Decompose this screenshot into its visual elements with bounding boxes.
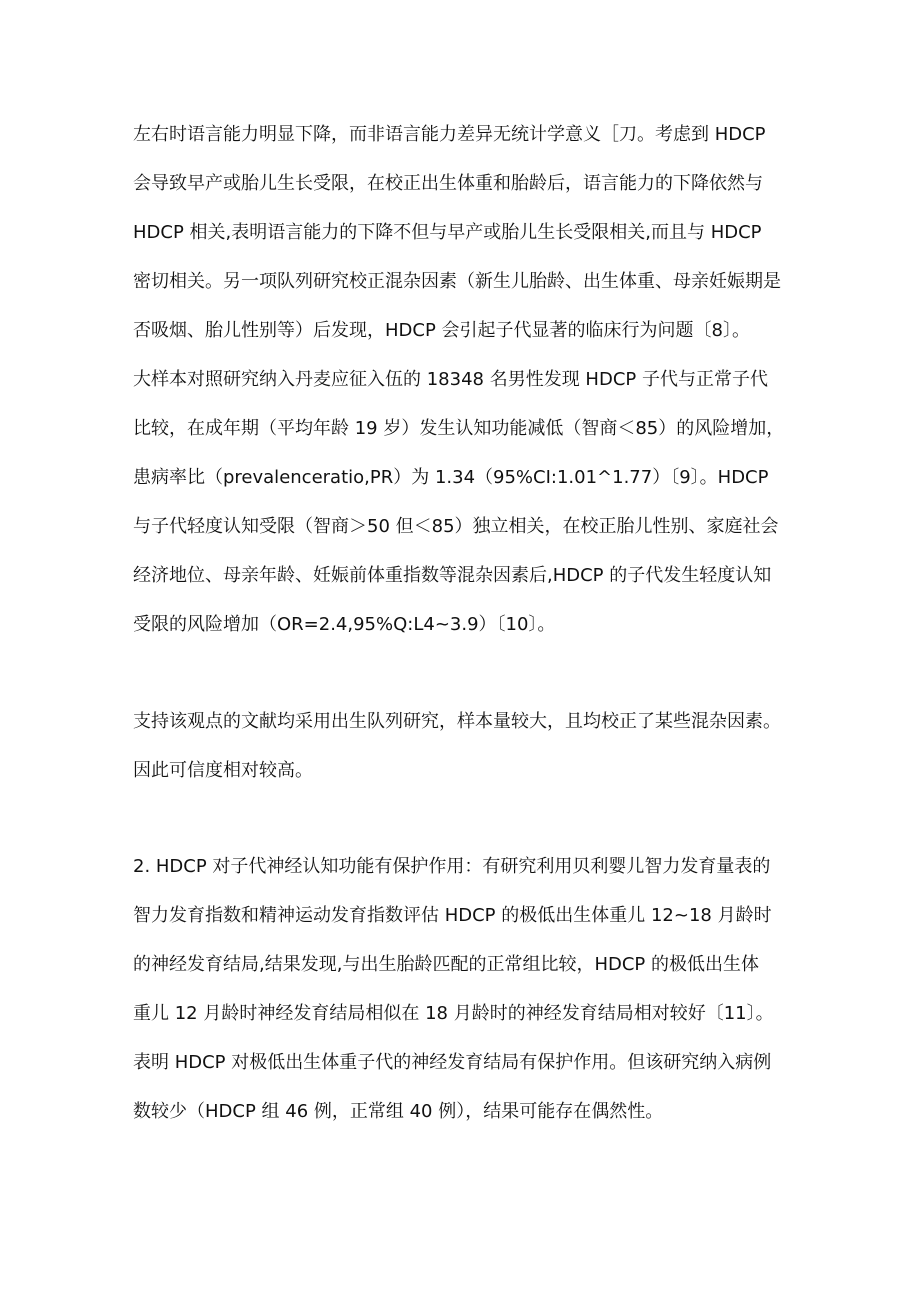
text-line: 表明 HDCP 对极低出生体重子代的神经发育结局有保护作用。但该研究纳入病例 (133, 1052, 772, 1073)
text-line: 患病率比（prevalenceratio,PR）为 1.34（95%CI:1.01^1.77）〔9〕。HDCP (133, 467, 769, 488)
text-line: 否吸烟、胎儿性别等）后发现，HDCP 会引起子代显著的临床行为问题〔8〕。 (133, 320, 750, 341)
text-line: 经济地位、母亲年龄、妊娠前体重指数等混杂因素后,HDCP 的子代发生轻度认知 (133, 565, 772, 586)
text-line: 2. HDCP 对子代神经认知功能有保护作用：有研究利用贝利婴儿智力发育量表的 (133, 856, 771, 877)
text-line: 的神经发育结局,结果发现,与出生胎龄匹配的正常组比较，HDCP 的极低出生体 (133, 954, 759, 975)
text-line: HDCP 相关,表明语言能力的下降不但与早产或胎儿生长受限相关,而且与 HDCP (133, 222, 762, 243)
text-line: 支持该观点的文献均采用出生队列研究，样本量较大，且均校正了某些混杂因素。 (133, 711, 781, 732)
text-line: 重儿 12 月龄时神经发育结局相似在 18 月龄时的神经发育结局相对较好〔11〕。 (133, 1003, 774, 1024)
text-line: 与子代轻度认知受限（智商＞50 但＜85）独立相关，在校正胎儿性别、家庭社会 (133, 516, 779, 537)
text-line: 密切相关。另一项队列研究校正混杂因素（新生儿胎龄、出生体重、母亲妊娠期是 (133, 271, 781, 292)
text-line: 智力发育指数和精神运动发育指数评估 HDCP 的极低出生体重儿 12~18 月龄时 (133, 905, 772, 926)
text-line: 比较，在成年期（平均年龄 19 岁）发生认知功能减低（智商＜85）的风险增加， (133, 418, 785, 439)
text-line: 因此可信度相对较高。 (133, 760, 313, 781)
text-line: 受限的风险增加（OR=2.4,95%Q:L4~3.9）〔10〕。 (133, 614, 556, 635)
text-line: 数较少（HDCP 组 46 例，正常组 40 例），结果可能存在偶然性。 (133, 1101, 664, 1122)
text-line: 大样本对照研究纳入丹麦应征入伍的 18348 名男性发现 HDCP 子代与正常子代 (133, 369, 768, 390)
text-line: 会导致早产或胎儿生长受限，在校正出生体重和胎龄后，语言能力的下降依然与 (133, 173, 763, 194)
text-line: 左右时语言能力明显下降，而非语言能力差异无统计学意义［刀。考虑到 HDCP (133, 124, 766, 145)
